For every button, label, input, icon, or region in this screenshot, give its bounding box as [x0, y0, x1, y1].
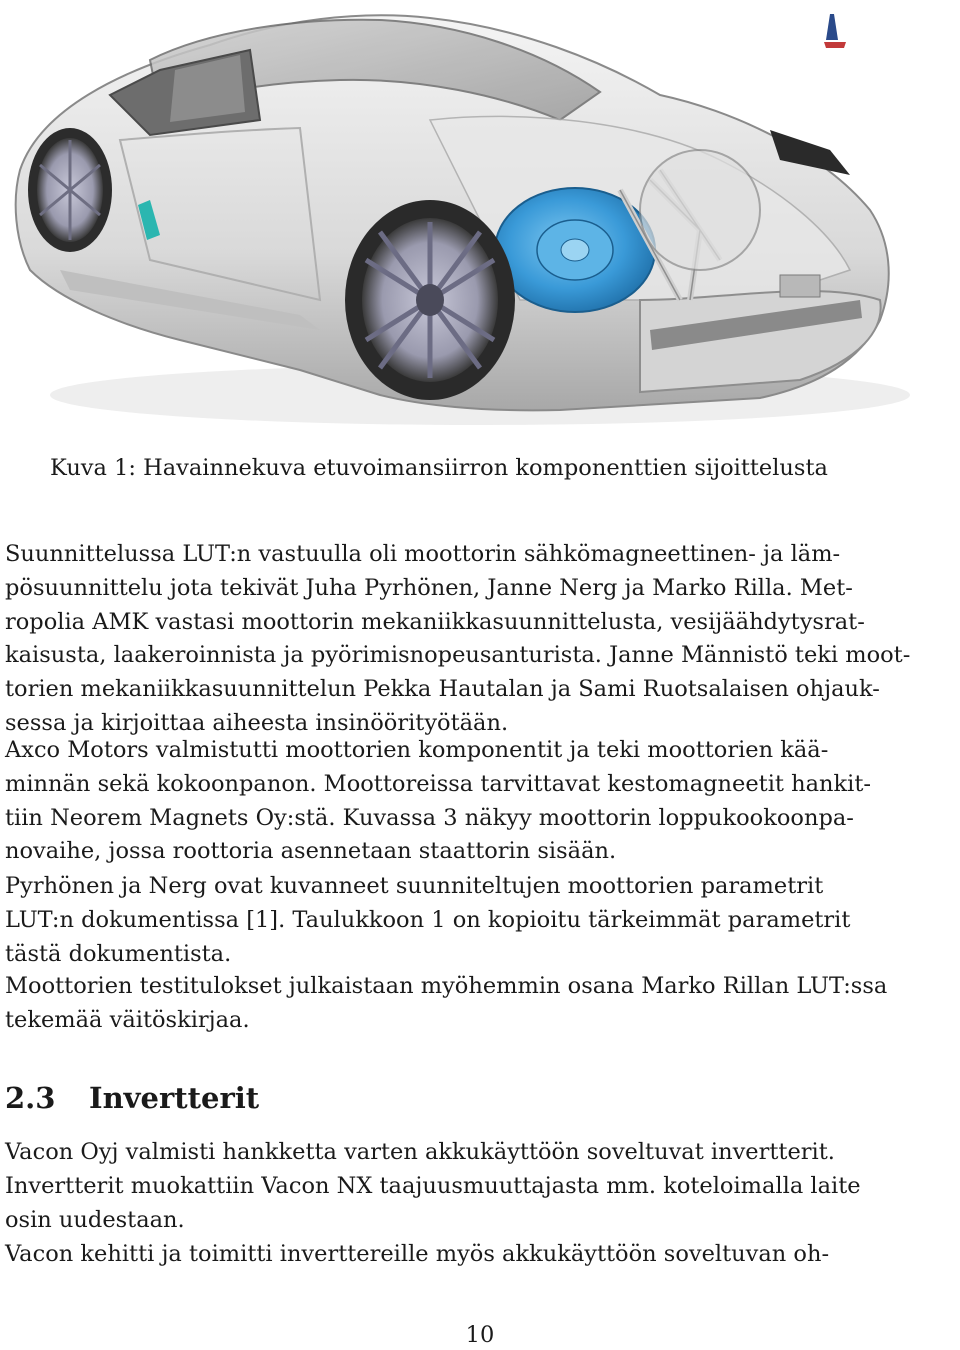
text-line: torien mekaniikkasuunnittelun Pekka Hautalan ja Sami Ruotsalaisen ohjauk- [5, 676, 880, 703]
text-line: ropolia AMK vastasi moottorin mekaniikkasuunnittelusta, vesijäähdytysrat- [5, 608, 865, 635]
text-line: tekemää väitöskirjaa. [5, 1006, 250, 1033]
text-line: LUT:n dokumentissa [1]. Taulukkoon 1 on kopioitu tärkeimmät parametrit [5, 906, 851, 933]
text-line: Vacon Oyj valmisti hankketta varten akkukäyttöön soveltuvat invertterit. [5, 1139, 835, 1165]
section-number: 2.3 [5, 1081, 56, 1115]
text-line: Vacon kehitti ja toimitti inverttereille myös akkukäyttöön soveltuvan oh- [5, 1241, 830, 1267]
text-line: Axco Motors valmistutti moottorien komponentit ja teki moottorien kää- [5, 737, 829, 763]
text-line: novaihe, jossa roottoria asennetaan staattorin sisään. [5, 838, 617, 865]
text-line: kaisusta, laakeroinnista ja pyörimisnopeusanturista. Janne Männistö teki moot- [5, 642, 911, 669]
body-paragraph [5, 734, 957, 869]
text-line: Invertterit muokattiin Vacon NX taajuusmuuttajasta mm. koteloimalla laite [5, 1172, 861, 1199]
text-line: tästä dokumentista. [5, 940, 232, 967]
text-line: osin uudestaan. [5, 1206, 185, 1233]
car-powertrain-illustration [0, 0, 960, 440]
section-title: Invertterit [89, 1081, 260, 1115]
text-line: sessa ja kirjoittaa aiheesta insinöörityötään. [5, 709, 509, 736]
body-paragraph [5, 970, 957, 1038]
text-line: Moottorien testitulokset julkaistaan myöhemmin osana Marko Rillan LUT:ssa [5, 973, 888, 999]
text-line: Suunnittelussa LUT:n vastuulla oli moottorin sähkömagneettinen- ja läm- [5, 541, 841, 567]
car-figure [0, 0, 960, 440]
page-number: 10 [465, 1322, 495, 1348]
text-line: tiin Neorem Magnets Oy:stä. Kuvassa 3 näkyy moottorin loppukookoonpa- [5, 804, 854, 831]
body-paragraph [5, 1136, 957, 1237]
section-heading [5, 1078, 259, 1118]
body-paragraph [5, 1238, 957, 1272]
figure-caption: Kuva 1: Havainnekuva etuvoimansiirron komponenttien sijoittelusta [50, 455, 828, 481]
body-paragraph [5, 538, 957, 741]
text-line: Pyrhönen ja Nerg ovat kuvanneet suunniteltujen moottorien parametrit [5, 873, 824, 899]
sail-logo-icon [824, 14, 846, 48]
text-line: pösuunnittelu jota tekivät Juha Pyrhönen, Janne Nerg ja Marko Rilla. Met- [5, 574, 853, 601]
body-paragraph [5, 870, 957, 971]
text-line: minnän sekä kokoonpanon. Moottoreissa tarvittavat kestomagneetit hankit- [5, 770, 871, 797]
